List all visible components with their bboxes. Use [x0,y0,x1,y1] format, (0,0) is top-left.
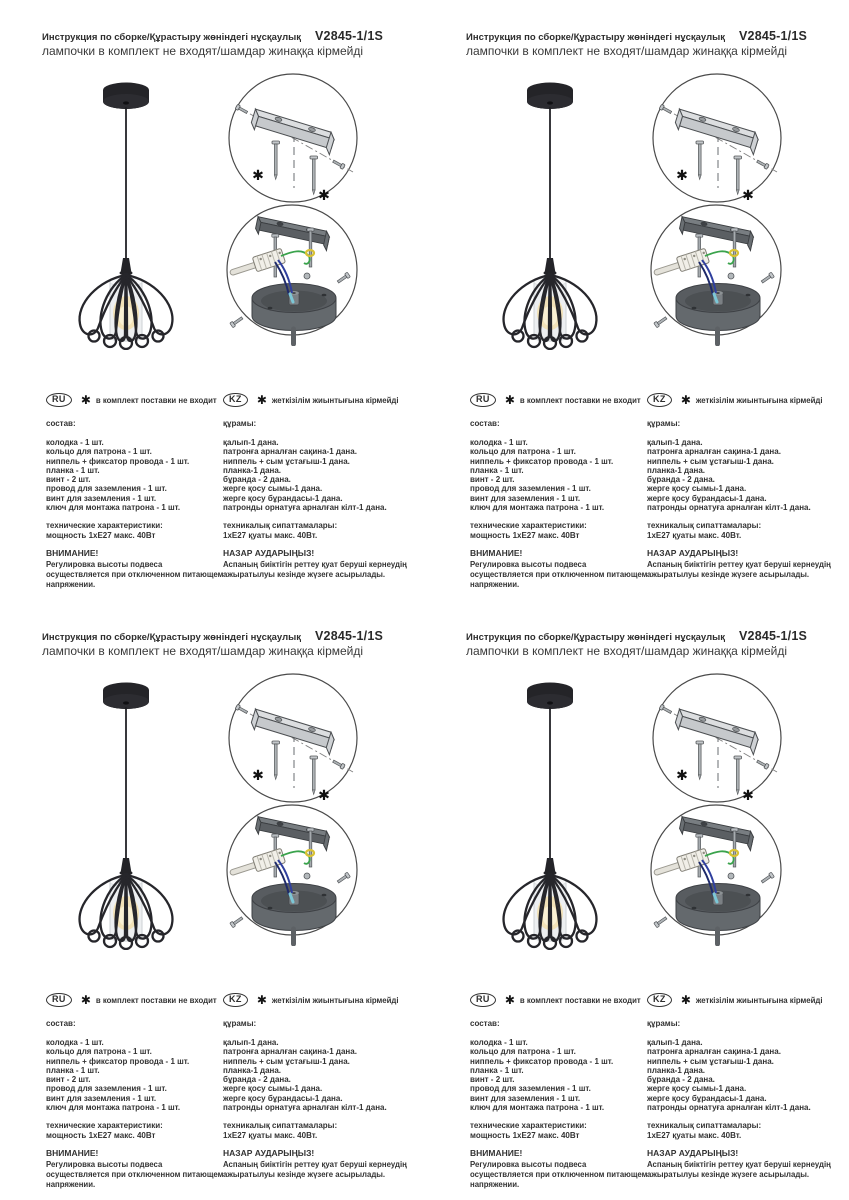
ru-tech-title: технические характеристики: [470,521,587,531]
ru-not-included-note: в комплект поставки не входит [95,395,217,405]
parts-list-item: ниппель + фиксатор провода - 1 шт. [470,1056,614,1066]
ru-badge-row [470,392,648,407]
parts-list-item: винт для заземления - 1 шт. [470,1093,581,1103]
ru-badge-row [470,992,648,1007]
parts-list-item: планка - 1 шт. [470,465,524,475]
ru-badge: RU [470,393,496,407]
parts-list-item: ниппель + сым ұстағыш-1 дана. [647,1056,774,1066]
rim-hole-right [746,894,751,897]
ru-parts-list [46,438,224,512]
mounting-bracket [673,709,760,755]
canopy-bowl [676,284,760,345]
instruction-panel [0,0,424,600]
ru-tech-title: технические характеристики: [46,1121,163,1131]
instruction-panel [424,600,849,1200]
long-screw-right [310,756,318,795]
wire-cage-shade [504,874,597,949]
wall-screw-upper-left [235,104,248,114]
ru-warning-body: Регулировка высоты подвеса осуществляется при отключенном питающем напряжении. [470,1160,648,1189]
canopy-bowl [676,884,760,945]
ceiling-canopy-puck [527,83,573,110]
kz-not-included-note: жеткізілім жиынтығына кірмейді [695,995,823,1005]
long-screw-right [734,756,742,795]
asterisk-icon: ✱ [256,392,267,407]
ceiling-canopy-puck [103,683,149,710]
parts-list-item: жерге қосу бұрандасы-1 дана. [223,493,343,503]
parts-list-item: қалып-1 дана. [647,1038,703,1047]
terminal-block [654,248,709,279]
wall-screw-upper-left [659,704,672,714]
kz-badge-row [223,392,423,407]
asterisk-icon: ✱ [80,392,91,407]
parts-list-item: жерге қосу бұрандасы-1 дана. [223,1093,343,1103]
ru-tech-value: мощность 1хЕ27 макс. 40Вт [46,1130,156,1140]
panel-header [42,29,412,58]
ru-warning-title: ВНИМАНИЕ! [46,548,99,559]
parts-list-item: планка - 1 шт. [46,1065,100,1075]
parts-list-item: жерге қосу сымы-1 дана. [223,484,323,494]
kz-tech-value: 1хЕ27 қуаты макс. 40Вт. [223,530,318,540]
ru-warning [46,548,224,589]
ru-not-included-note: в комплект поставки не входит [519,995,641,1005]
rim-hole-left [692,907,697,910]
wire-cage-shade [80,874,173,949]
parts-list-item: ключ для монтажа патрона - 1 шт. [46,1103,181,1113]
ru-warning-body: Регулировка высоты подвеса осуществляется при отключенном питающем напряжении. [46,560,224,589]
canopy-wiring-diagram [638,796,793,946]
ru-badge: RU [46,393,72,407]
ru-tech-value: мощность 1хЕ27 макс. 40Вт [470,530,580,540]
ceiling-canopy-puck [527,683,573,710]
ru-parts-list-title: состав: [46,1019,76,1028]
ru-warning [470,1148,648,1189]
parts-list-item: жерге қосу бұрандасы-1 дана. [647,493,767,503]
parts-list-item: жерге қосу сымы-1 дана. [223,1084,323,1094]
bracket-mounting-diagram [642,64,792,212]
parts-list-item: колодка - 1 шт. [46,438,104,447]
kz-warning-title: НАЗАР АУДАРЫҢЫЗ! [647,1148,739,1159]
parts-list-item: кольцо для патрона - 1 шт. [46,1047,152,1057]
kz-warning-body: Аспаның биіктігін реттеу қуат беруші кернеудің ажыратылуы кезінде жүзеге асырылады. [647,560,831,579]
rim-hole-right [322,294,327,297]
parts-list-item: колодка - 1 шт. [46,1038,104,1047]
rim-hole-right [322,894,327,897]
header-subtitle: лампочки в комплект не входят/шамдар жинаққа кірмейді [42,44,364,58]
header-title-row [466,29,836,43]
parts-list-item: патронды орнатуға арналған кілт-1 дана. [223,503,387,513]
panel-header [466,29,836,58]
header-title-bilingual: Инструкция по сборке/Құрастыру жөніндегі нұсқаулық [466,32,725,43]
asterisk-mark-left: ✱ [252,767,264,783]
kz-section [647,392,847,580]
instruction-panel [424,0,849,600]
kz-parts-list [223,438,423,512]
parts-list-item: патронға арналған сақина-1 дана. [223,1047,357,1057]
wall-screw-lower-right [332,159,345,169]
hex-nut [728,273,734,279]
kz-parts-list [647,1038,847,1112]
instruction-panel [0,600,424,1200]
asterisk-mark-left: ✱ [252,167,264,183]
kz-section [223,992,423,1180]
kz-tech-value: 1хЕ27 қуаты макс. 40Вт. [647,1130,742,1140]
parts-list-item: ниппель + фиксатор провода - 1 шт. [46,456,190,466]
kz-warning-title: НАЗАР АУДАРЫҢЫЗ! [647,548,739,559]
pendant-lamp-illustration [68,680,188,950]
parts-list-item: жерге қосу сымы-1 дана. [647,1084,747,1094]
header-subtitle: лампочки в комплект не входят/шамдар жинаққа кірмейді [466,44,788,58]
parts-list-item: планка-1 дана. [647,1065,706,1075]
pendant-lamp-illustration [68,80,188,350]
asterisk-mark-right: ✱ [318,187,330,203]
parts-list-item: кольцо для патрона - 1 шт. [470,447,576,457]
ru-badge-row [46,992,224,1007]
rim-hole-left [268,907,273,910]
hex-nut [304,873,310,879]
header-subtitle: лампочки в комплект не входят/шамдар жинаққа кірмейді [466,644,788,658]
kz-tech-title: техникалық сипаттамалары: [223,521,338,531]
kz-warning [647,1148,847,1179]
kz-warning [223,548,423,579]
parts-list-item: бұранда - 2 дана. [223,1075,291,1085]
model-number: V2845-1/1S [315,29,384,43]
kz-parts-list [223,1038,423,1112]
parts-list-item: провод для заземления - 1 шт. [46,1084,167,1094]
canopy-wiring-diagram [214,796,369,946]
long-screw-left [696,741,704,780]
kz-warning-body: Аспаның биіктігін реттеу қуат беруші кернеудің ажыратылуы кезінде жүзеге асырылады. [223,560,407,579]
terminal-block [230,848,285,879]
ru-parts-list-title: состав: [46,419,76,428]
long-screw-right [310,156,318,195]
parts-list-item: планка-1 дана. [647,465,706,475]
asterisk-icon: ✱ [80,992,91,1007]
kz-warning [647,548,847,579]
long-screw-left [696,141,704,180]
ru-warning-body: Регулировка высоты подвеса осуществляется при отключенном питающем напряжении. [470,560,648,589]
kz-parts-list-title: құрамы: [223,1019,257,1028]
parts-list-item: ключ для монтажа патрона - 1 шт. [46,503,181,513]
parts-list-item: қалып-1 дана. [223,438,279,447]
kz-parts-list [647,438,847,512]
model-number: V2845-1/1S [739,29,808,43]
parts-list-item: бұранда - 2 дана. [647,475,715,485]
kz-tech-specs [647,1121,847,1140]
kz-warning [223,1148,423,1179]
ru-warning-title: ВНИМАНИЕ! [470,548,523,559]
parts-list-item: винт для заземления - 1 шт. [470,493,581,503]
header-title-bilingual: Инструкция по сборке/Құрастыру жөніндегі нұсқаулық [466,632,725,643]
panel-header [466,629,836,658]
kz-not-included-note: жеткізілім жиынтығына кірмейді [271,995,399,1005]
header-title-bilingual: Инструкция по сборке/Құрастыру жөніндегі нұсқаулық [42,632,301,643]
wire-cage-shade [504,274,597,349]
ru-tech-title: технические характеристики: [46,521,163,531]
ru-not-included-note: в комплект поставки не входит [95,995,217,1005]
asterisk-mark-left: ✱ [676,767,688,783]
parts-list-item: винт для заземления - 1 шт. [46,493,157,503]
ceiling-canopy-puck [103,83,149,110]
kz-badge: KZ [223,993,248,1007]
hex-nut [728,873,734,879]
asterisk-mark-right: ✱ [318,787,330,803]
mounting-bracket-dark [254,217,330,251]
parts-list-item: ниппель + сым ұстағыш-1 дана. [647,456,774,466]
parts-list-item: винт для заземления - 1 шт. [46,1093,157,1103]
canopy-bowl [252,884,336,945]
parts-list-item: винт - 2 шт. [470,475,515,485]
parts-list-item: бұранда - 2 дана. [647,1075,715,1085]
long-screw-right [734,156,742,195]
parts-list-item: ниппель + фиксатор провода - 1 шт. [46,1056,190,1066]
wall-screw-lower-right [756,159,769,169]
parts-list-item: жерге қосу бұрандасы-1 дана. [647,1093,767,1103]
side-screw-bottom-left [654,316,668,328]
parts-list-item: патронға арналған сақина-1 дана. [647,1047,781,1057]
ru-section [46,992,224,1189]
terminal-block [654,848,709,879]
kz-badge-row [647,392,847,407]
side-screw-bottom-left [230,316,244,328]
wall-screw-upper-left [659,104,672,114]
ru-tech-value: мощность 1хЕ27 макс. 40Вт [470,1130,580,1140]
ru-warning-title: ВНИМАНИЕ! [470,1148,523,1159]
parts-list-item: патронды орнатуға арналған кілт-1 дана. [647,503,811,513]
kz-badge: KZ [647,393,672,407]
bracket-mounting-diagram [218,64,368,212]
parts-list-item: винт - 2 шт. [46,475,91,485]
wall-screw-upper-left [235,704,248,714]
header-title-row [466,629,836,643]
model-number: V2845-1/1S [739,629,808,643]
asterisk-icon: ✱ [680,992,691,1007]
header-title-row [42,629,412,643]
kz-tech-specs [647,521,847,540]
kz-warning-title: НАЗАР АУДАРЫҢЫЗ! [223,1148,315,1159]
ru-parts-list [470,1038,648,1112]
parts-list-item: ниппель + фиксатор провода - 1 шт. [470,456,614,466]
side-screw-bottom-left [654,916,668,928]
asterisk-icon: ✱ [504,992,515,1007]
parts-list-item: патронға арналған сақина-1 дана. [647,447,781,457]
hex-nut [304,273,310,279]
parts-list-item: планка - 1 шт. [470,1065,524,1075]
kz-parts-list-title: құрамы: [647,419,681,428]
ru-tech-value: мощность 1хЕ27 макс. 40Вт [46,530,156,540]
kz-tech-value: 1хЕ27 қуаты макс. 40Вт. [647,530,742,540]
parts-list-item: планка-1 дана. [223,465,282,475]
parts-list-item: кольцо для патрона - 1 шт. [470,1047,576,1057]
panel-header [42,629,412,658]
asterisk-mark-right: ✱ [742,787,754,803]
ru-warning-title: ВНИМАНИЕ! [46,1148,99,1159]
side-screw-bottom-left [230,916,244,928]
ru-parts-list [470,438,648,512]
kz-tech-value: 1хЕ27 қуаты макс. 40Вт. [223,1130,318,1140]
mounting-bracket [673,109,760,155]
long-screw-left [272,141,280,180]
kz-parts-list-title: құрамы: [647,1019,681,1028]
parts-list-item: патронды орнатуға арналған кілт-1 дана. [223,1103,387,1113]
parts-list-item: ключ для монтажа патрона - 1 шт. [470,1103,605,1113]
asterisk-icon: ✱ [680,392,691,407]
mounting-bracket-dark [254,817,330,851]
ru-warning-body: Регулировка высоты подвеса осуществляется при отключенном питающем напряжении. [46,1160,224,1189]
parts-list-item: жерге қосу сымы-1 дана. [647,484,747,494]
parts-list-item: колодка - 1 шт. [470,438,528,447]
parts-list-item: ключ для монтажа патрона - 1 шт. [470,503,605,513]
parts-list-item: бұранда - 2 дана. [223,475,291,485]
parts-list-item: винт - 2 шт. [470,1075,515,1085]
ru-badge: RU [46,993,72,1007]
kz-warning-body: Аспаның биіктігін реттеу қуат беруші кернеудің ажыратылуы кезінде жүзеге асырылады. [647,1160,831,1179]
rim-hole-right [746,294,751,297]
parts-list-item: ниппель + сым ұстағыш-1 дана. [223,456,350,466]
ru-warning [470,548,648,589]
kz-warning-title: НАЗАР АУДАРЫҢЫЗ! [223,548,315,559]
parts-list-item: патронға арналған сақина-1 дана. [223,447,357,457]
parts-list-item: ниппель + сым ұстағыш-1 дана. [223,1056,350,1066]
ru-not-included-note: в комплект поставки не входит [519,395,641,405]
ru-warning [46,1148,224,1189]
model-number: V2845-1/1S [315,629,384,643]
header-subtitle: лампочки в комплект не входят/шамдар жинаққа кірмейді [42,644,364,658]
kz-tech-title: техникалық сипаттамалары: [647,521,762,531]
kz-tech-specs [223,521,423,540]
parts-list-item: планка - 1 шт. [46,465,100,475]
ru-badge-row [46,392,224,407]
parts-list-item: планка-1 дана. [223,1065,282,1075]
asterisk-mark-left: ✱ [676,167,688,183]
kz-not-included-note: жеткізілім жиынтығына кірмейді [695,395,823,405]
ru-section [46,392,224,589]
ru-parts-list [46,1038,224,1112]
ru-tech-specs [470,1121,648,1140]
ru-badge: RU [470,993,496,1007]
kz-warning-body: Аспаның биіктігін реттеу қуат беруші кернеудің ажыратылуы кезінде жүзеге асырылады. [223,1160,407,1179]
parts-list-item: кольцо для патрона - 1 шт. [46,447,152,457]
wall-screw-lower-right [756,759,769,769]
ru-section [470,392,648,589]
parts-list-item: қалып-1 дана. [223,1038,279,1047]
mounting-bracket-dark [678,817,754,851]
rim-hole-left [268,307,273,310]
kz-tech-specs [223,1121,423,1140]
mounting-bracket [249,109,336,155]
parts-list-item: қалып-1 дана. [647,438,703,447]
pendant-lamp-illustration [492,680,612,950]
kz-section [223,392,423,580]
kz-badge: KZ [223,393,248,407]
canopy-bowl [252,284,336,345]
kz-section [647,992,847,1180]
ru-tech-title: технические характеристики: [470,1121,587,1131]
canopy-wiring-diagram [214,196,369,346]
asterisk-mark-right: ✱ [742,187,754,203]
ru-tech-specs [470,521,648,540]
parts-list-item: провод для заземления - 1 шт. [470,1084,591,1094]
rim-hole-left [692,307,697,310]
long-screw-left [272,741,280,780]
wire-cage-shade [80,274,173,349]
ru-tech-specs [46,1121,224,1140]
parts-list-item: колодка - 1 шт. [470,1038,528,1047]
canopy-wiring-diagram [638,196,793,346]
header-title-bilingual: Инструкция по сборке/Құрастыру жөніндегі нұсқаулық [42,32,301,43]
ru-section [470,992,648,1189]
side-screw-right [760,872,774,884]
parts-list-item: провод для заземления - 1 шт. [46,484,167,494]
kz-badge-row [223,992,423,1007]
asterisk-icon: ✱ [504,392,515,407]
kz-badge-row [647,992,847,1007]
parts-list-item: винт - 2 шт. [46,1075,91,1085]
kz-badge: KZ [647,993,672,1007]
asterisk-icon: ✱ [256,992,267,1007]
kz-tech-title: техникалық сипаттамалары: [647,1121,762,1131]
wall-screw-lower-right [332,759,345,769]
bracket-mounting-diagram [642,664,792,812]
ru-tech-specs [46,521,224,540]
pendant-lamp-illustration [492,80,612,350]
kz-parts-list-title: құрамы: [223,419,257,428]
ru-parts-list-title: состав: [470,1019,500,1028]
header-title-row [42,29,412,43]
ru-parts-list-title: состав: [470,419,500,428]
bracket-mounting-diagram [218,664,368,812]
kz-tech-title: техникалық сипаттамалары: [223,1121,338,1131]
mounting-bracket-dark [678,217,754,251]
side-screw-right [336,272,350,284]
parts-list-item: провод для заземления - 1 шт. [470,484,591,494]
mounting-bracket [249,709,336,755]
side-screw-right [336,872,350,884]
side-screw-right [760,272,774,284]
parts-list-item: патронды орнатуға арналған кілт-1 дана. [647,1103,811,1113]
terminal-block [230,248,285,279]
kz-not-included-note: жеткізілім жиынтығына кірмейді [271,395,399,405]
